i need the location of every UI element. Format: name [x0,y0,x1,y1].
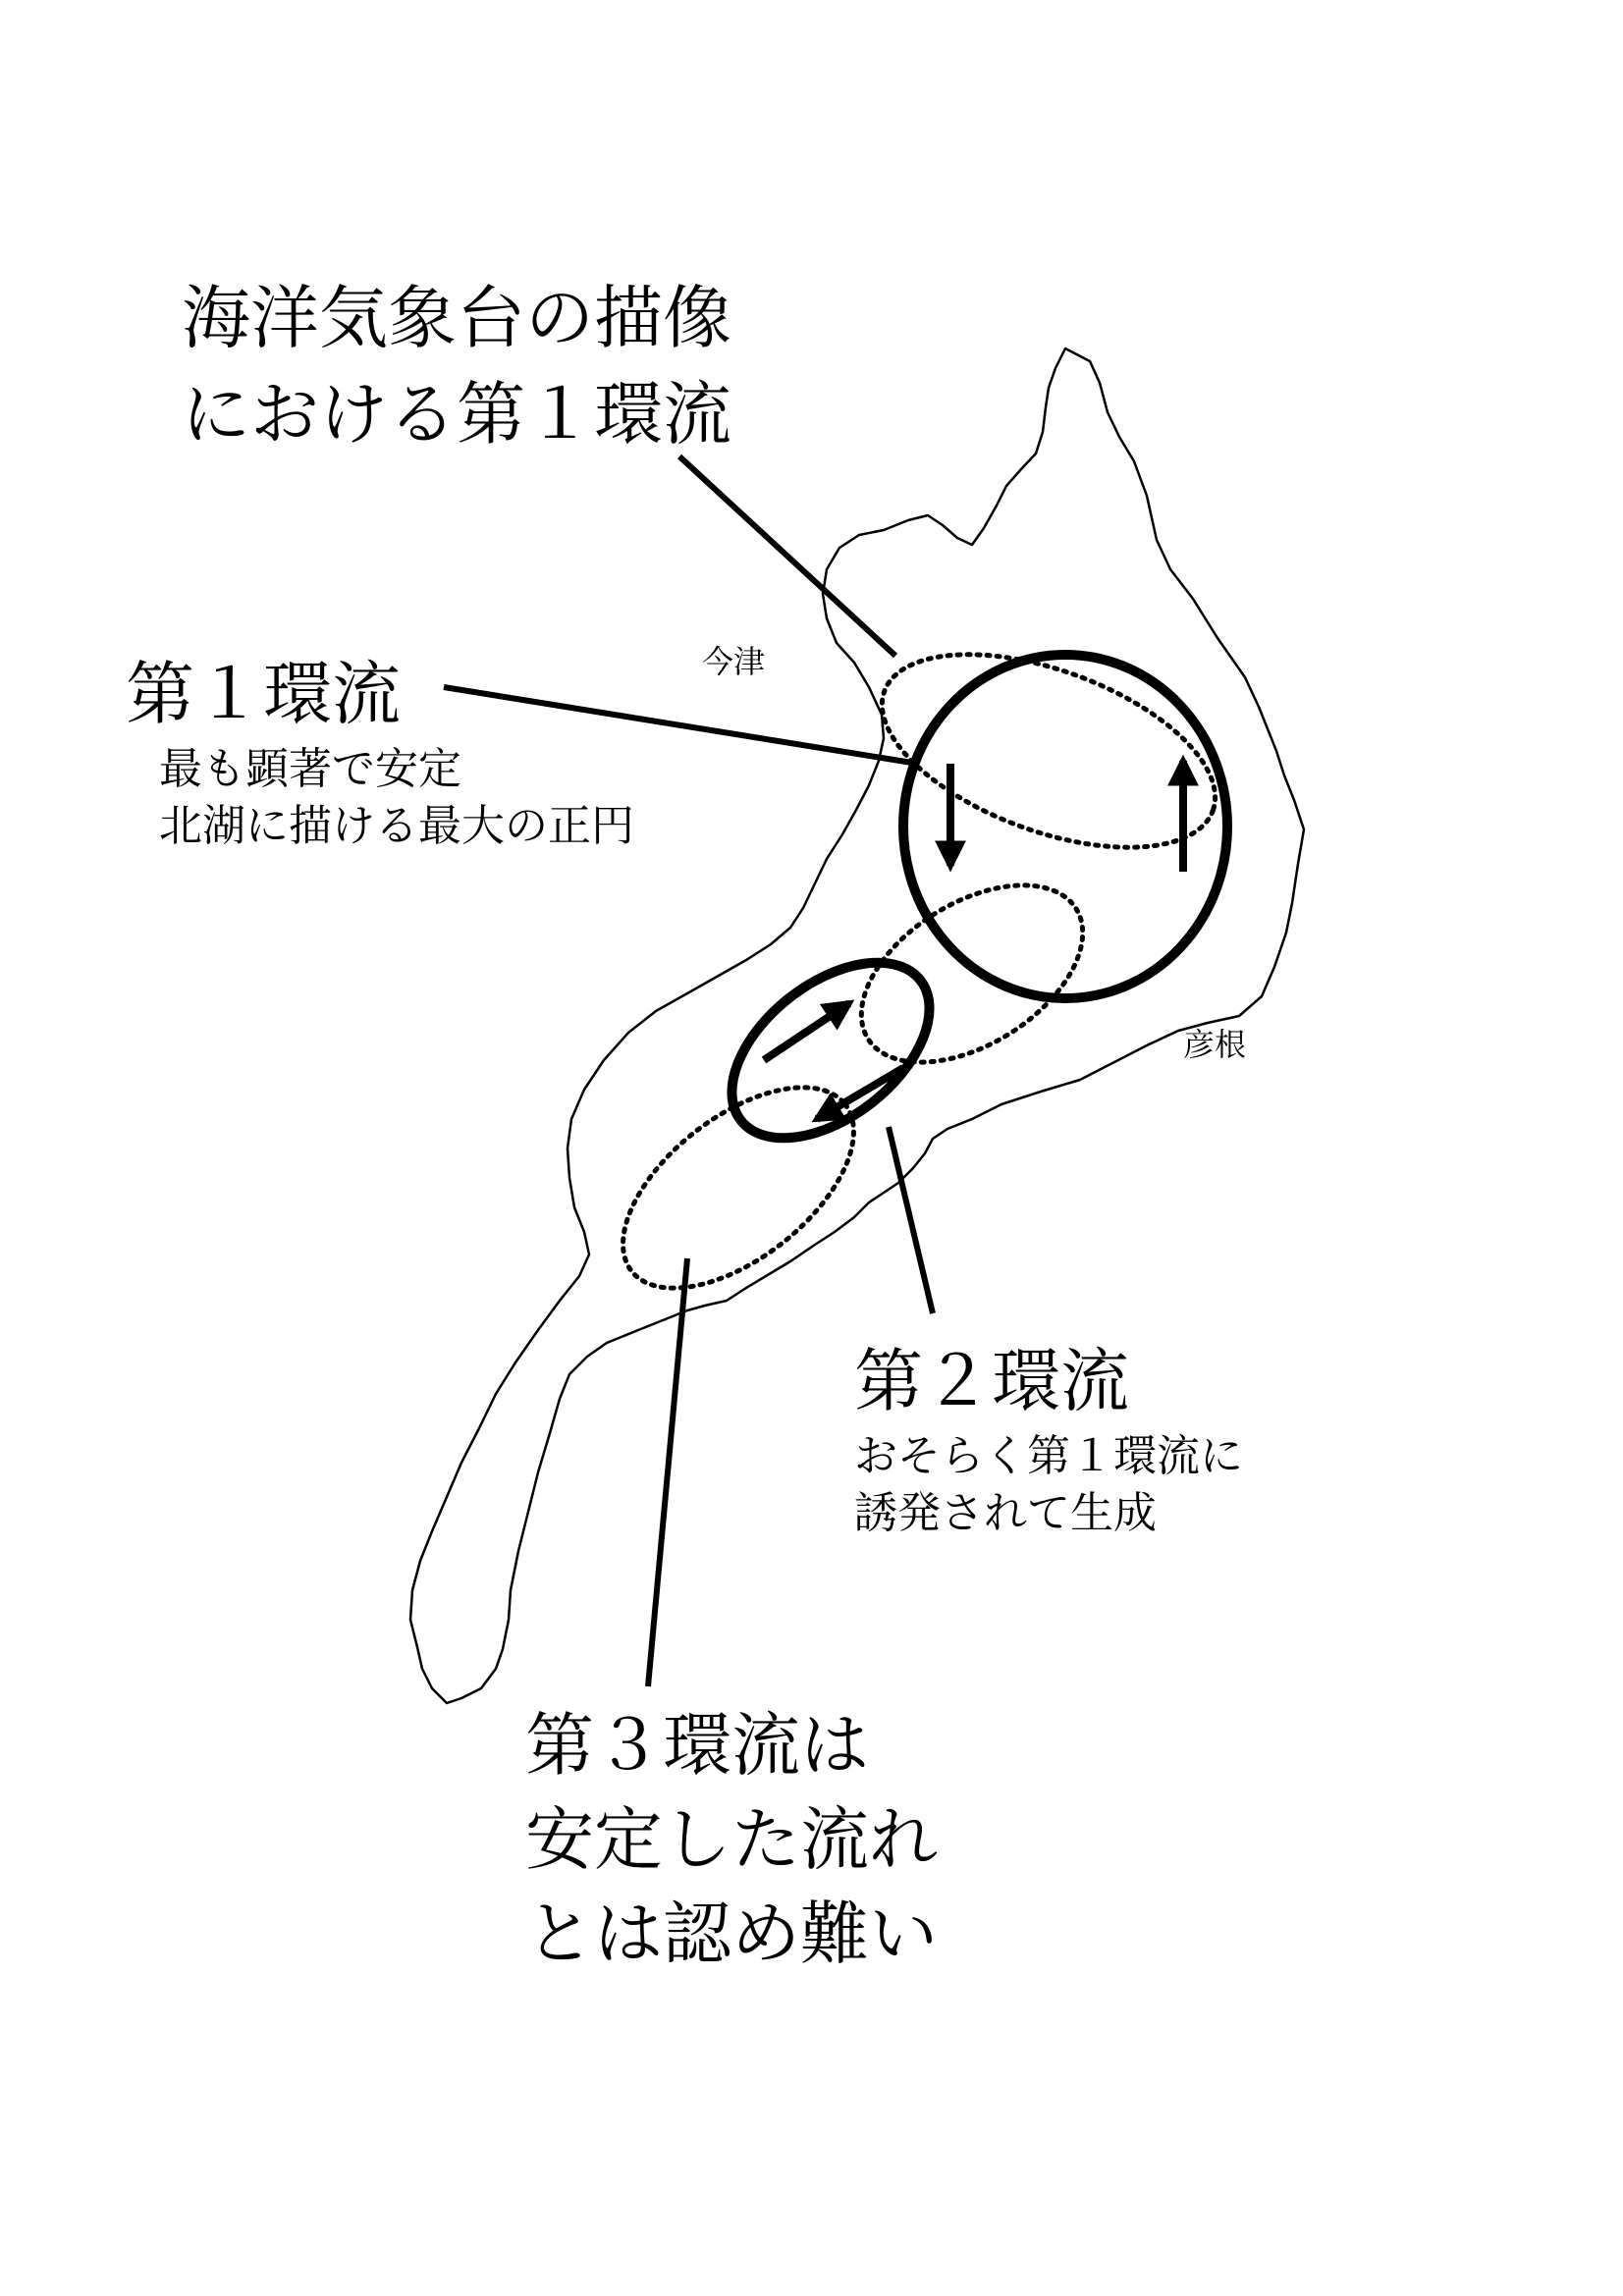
circulation1-notes [159,741,634,855]
circulation1-note-1: 最も顕著で安定 [159,744,461,794]
circulation2-note-2: 誘発されて生成 [854,1488,1157,1538]
place-imazu: 今津 [702,643,766,680]
circulation3-ellipse [588,1048,889,1326]
title-line-1: 海洋気象台の描像 [182,278,731,358]
circulation2-title: 第２環流 [854,1341,1129,1421]
circulation1-note-2: 北湖に描ける最大の正円 [159,801,634,851]
circulation2-note-1: おそらく第１環流に [854,1431,1243,1481]
pointer-line-title [679,456,895,656]
circulation3-line-3: とは認め難い [525,1894,938,1974]
circulation2-notes [854,1428,1243,1542]
pointer-line-circulation2 [889,1127,933,1313]
title-line-2: における第１環流 [182,374,731,454]
place-hikone: 彦根 [1183,1026,1247,1063]
circulation3-line-1: 第３環流は [525,1705,869,1786]
circulation3-label [525,1698,938,1981]
circulation3-line-2: 安定した流れ [525,1799,938,1880]
title-label [182,270,731,462]
circulation2-reference-ellipse [831,849,1113,1099]
circulation1-title: 第１環流 [126,654,401,734]
